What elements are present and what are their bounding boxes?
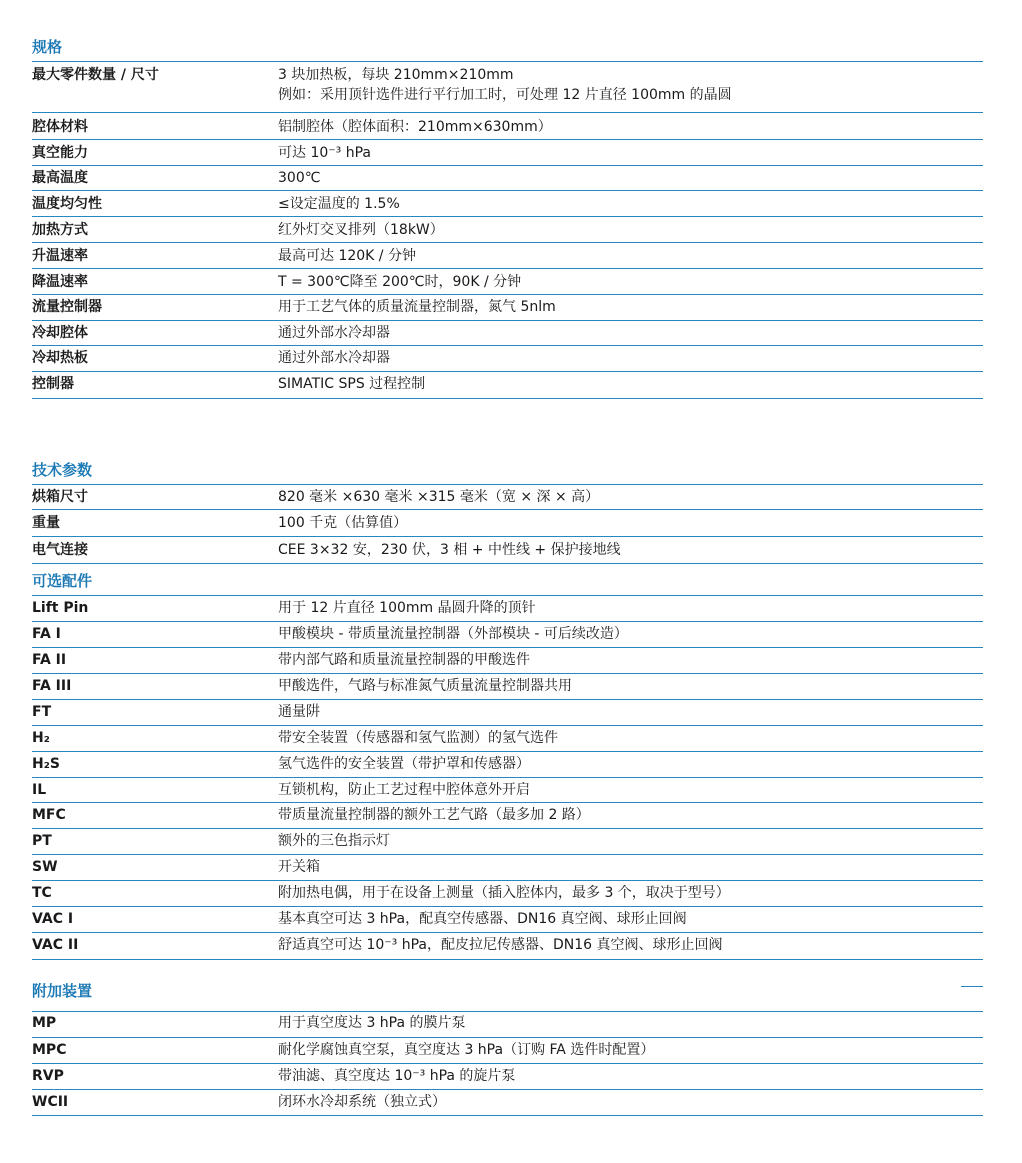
divider [32,621,983,622]
short-dash [961,986,983,987]
row-value: 最高可达 120K / 分钟 [278,248,416,264]
row-value-line: 3 块加热板，每块 210mm×210mm [278,67,514,83]
divider [32,294,983,295]
row-value: 甲酸选件，气路与标准氮气质量流量控制器共用 [278,678,572,694]
row-value: 附加热电偶，用于在设备上测量（插入腔体内，最多 3 个，取决于型号） [278,885,730,901]
divider [32,345,983,346]
divider [32,268,983,269]
row-value: CEE 3×32 安，230 伏，3 相 + 中性线 + 保护接地线 [278,542,621,558]
divider [32,777,983,778]
row-value [278,65,983,105]
row-value: 带油滤、真空度达 10⁻³ hPa 的旋片泵 [278,1068,516,1084]
row-label: MPC [32,1042,67,1058]
row-value: 可达 10⁻³ hPa [278,145,371,161]
row-value: 820 毫米 ×630 毫米 ×315 毫米（宽 × 深 × 高） [278,489,600,505]
divider [32,880,983,881]
divider [32,398,983,399]
row-label: FA I [32,626,61,642]
row-label: VAC I [32,911,74,927]
row-label: IL [32,782,47,798]
row-label: H₂ [32,730,50,746]
row-value: 甲酸模块 - 带质量流量控制器（外部模块 - 可后续改造） [278,626,628,642]
row-value: T = 300℃降至 200℃时，90K / 分钟 [278,274,522,290]
row-value: 通量阱 [278,704,320,720]
row-label: H₂S [32,756,60,772]
row-value: SIMATIC SPS 过程控制 [278,376,426,392]
row-label: 最大零件数量 / 尺寸 [32,67,159,83]
row-value: 额外的三色指示灯 [278,833,390,849]
divider [32,906,983,907]
divider [32,536,983,537]
divider [32,509,983,510]
row-label: 降温速率 [32,274,88,290]
row-label: SW [32,859,58,875]
section-title-addons: 附加装置 [32,982,93,1000]
row-value: 铝制腔体（腔体面积：210mm×630mm） [278,119,552,135]
divider [32,1115,983,1116]
row-label: FA II [32,652,67,668]
row-value: 氢气选件的安全装置（带护罩和传感器） [278,756,530,772]
row-label: FT [32,704,52,720]
divider [32,699,983,700]
divider [32,1037,983,1038]
row-label: 冷却热板 [32,350,88,366]
row-value: 100 千克（估算值） [278,515,408,531]
divider [32,1011,983,1012]
divider [32,932,983,933]
divider [32,139,983,140]
divider [32,854,983,855]
row-value: 耐化学腐蚀真空泵，真空度达 3 hPa（订购 FA 选件时配置） [278,1042,655,1058]
divider [32,190,983,191]
row-value: 300℃ [278,170,321,186]
section-title-tech: 技术参数 [32,461,93,479]
row-label: VAC II [32,937,79,953]
divider [32,61,983,62]
divider [32,112,983,113]
divider [32,165,983,166]
row-label: MP [32,1015,57,1031]
row-value: ≤设定温度的 1.5% [278,196,400,212]
row-label: 腔体材料 [32,119,88,135]
row-label: 控制器 [32,376,74,392]
row-label: MFC [32,807,66,823]
row-label: 烘箱尺寸 [32,489,88,505]
divider [32,828,983,829]
divider [32,959,983,960]
row-value: 用于真空度达 3 hPa 的膜片泵 [278,1015,466,1031]
row-label: 最高温度 [32,170,88,186]
divider [32,216,983,217]
section-title-specs: 规格 [32,38,63,56]
divider [32,1089,983,1090]
row-value: 闭环水冷却系统（独立式） [278,1094,446,1110]
divider [32,647,983,648]
divider [32,751,983,752]
divider [32,320,983,321]
row-value: 开关箱 [278,859,320,875]
row-value: 基本真空可达 3 hPa，配真空传感器、DN16 真空阀、球形止回阀 [278,911,687,927]
row-label: 升温速率 [32,248,88,264]
row-value: 带安全装置（传感器和氢气监测）的氢气选件 [278,730,558,746]
row-label: 冷却腔体 [32,325,88,341]
row-value: 通过外部水冷却器 [278,350,390,366]
divider [32,371,983,372]
row-label: FA III [32,678,72,694]
divider [32,1063,983,1064]
divider [32,242,983,243]
row-value: 带质量流量控制器的额外工艺气路（最多加 2 路） [278,807,590,823]
divider [32,595,983,596]
row-label: 加热方式 [32,222,88,238]
row-label: Lift Pin [32,600,89,616]
row-label: 温度均匀性 [32,196,102,212]
row-value: 舒适真空可达 10⁻³ hPa，配皮拉尼传感器、DN16 真空阀、球形止回阀 [278,937,723,953]
row-label: 真空能力 [32,145,88,161]
row-value: 红外灯交叉排列（18kW） [278,222,444,238]
divider [32,484,983,485]
row-label: 重量 [32,515,60,531]
divider [32,802,983,803]
row-value: 互锁机构，防止工艺过程中腔体意外开启 [278,782,530,798]
row-value: 通过外部水冷却器 [278,325,390,341]
row-value: 用于 12 片直径 100mm 晶圆升降的顶针 [278,600,536,616]
divider [32,673,983,674]
row-value-line: 例如：采用顶针选件进行平行加工时，可处理 12 片直径 100mm 的晶圆 [278,87,732,103]
row-label: 流量控制器 [32,299,102,315]
row-value: 用于工艺气体的质量流量控制器，氮气 5nlm [278,299,556,315]
row-label: PT [32,833,52,849]
section-title-options: 可选配件 [32,572,93,590]
row-label: 电气连接 [32,542,88,558]
row-value: 带内部气路和质量流量控制器的甲酸选件 [278,652,530,668]
row-label: RVP [32,1068,64,1084]
row-label: TC [32,885,52,901]
divider [32,563,983,564]
divider [32,725,983,726]
row-label: WCII [32,1094,69,1110]
